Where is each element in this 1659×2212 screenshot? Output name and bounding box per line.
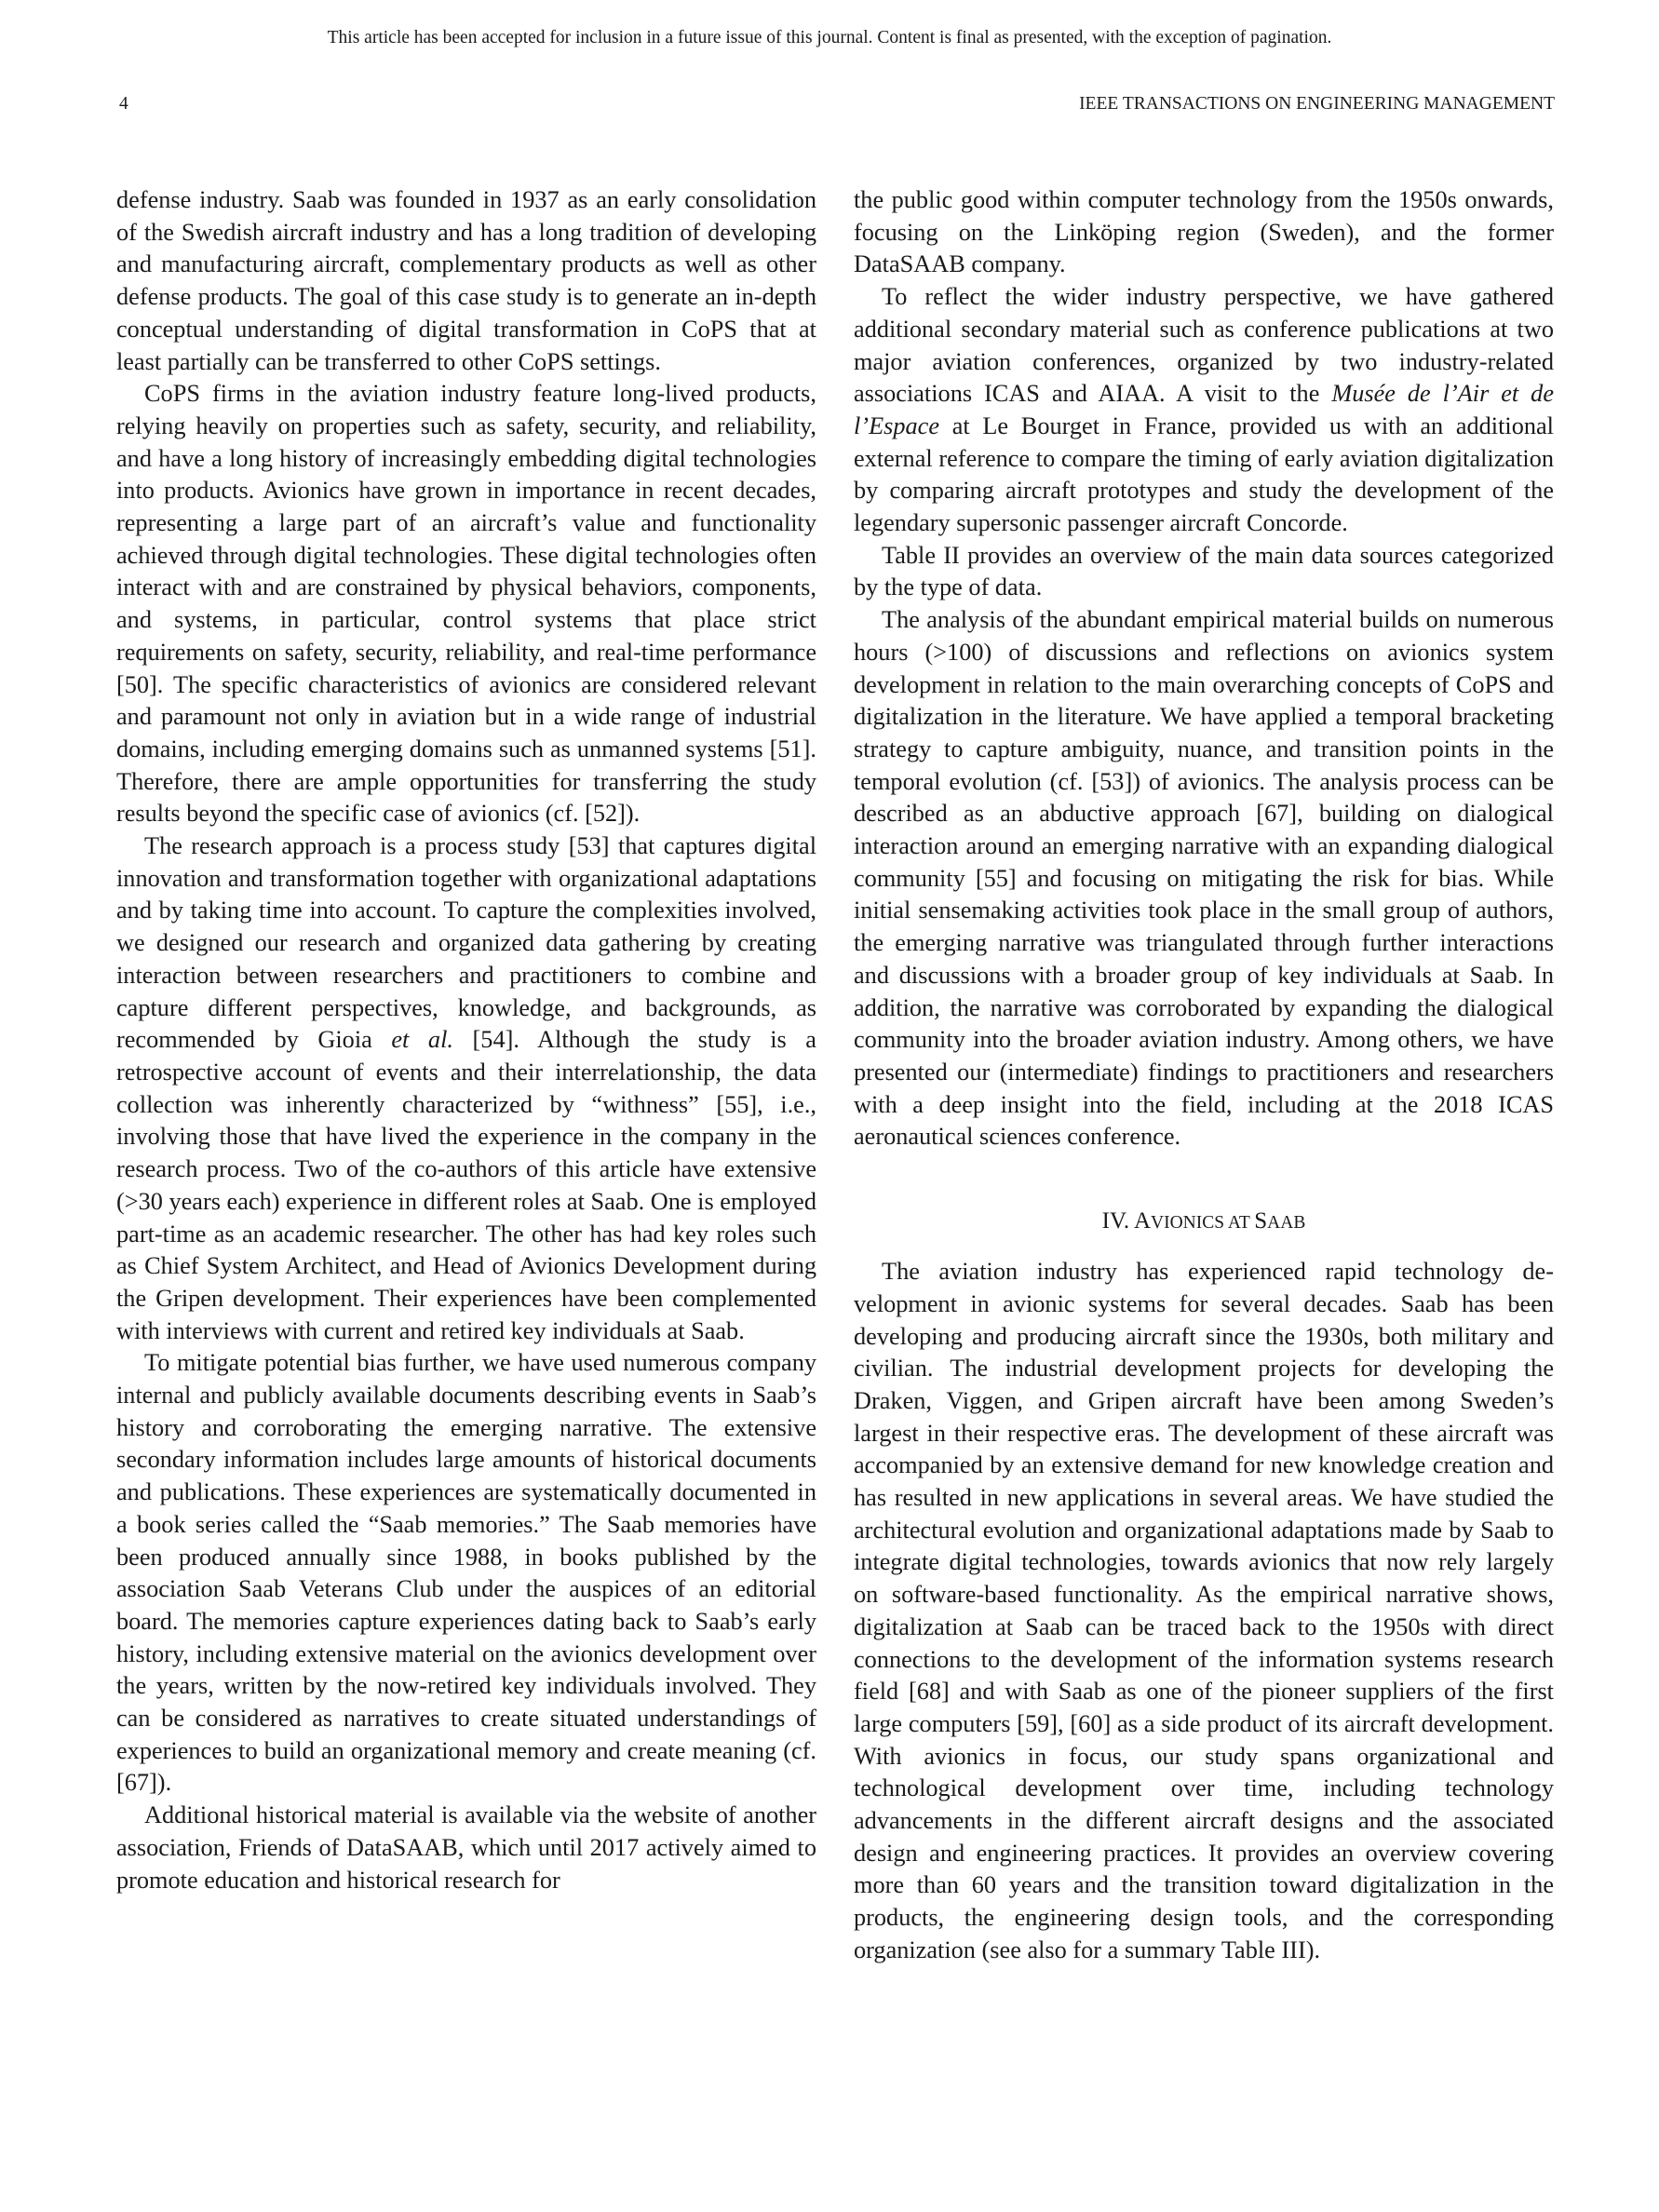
section-heading	[854, 1206, 1554, 1239]
paragraph: To mitigate potential bias further, we have used numerous company internal and publicly available documents describing events in Saab’s history and corroborating the emerging narrative. The extensive secondary information includes large amounts of historical documents and publications. These experiences are systematically documented in a book series called the “Saab memories.” The Saab memories have been produced annually since 1988, in books published by the association Saab Veterans Club under the auspices of an editorial board. The memories capture experiences dating back to Saab’s early history, including extensive material on the avionics development over the years, written by the now-retired key individuals involved. They can be considered as narratives to create situated understandings of experiences to build an organizational memory and create meaning (cf. [67]).	[116, 1349, 816, 1797]
paragraph-text: The research approach is a process study [53] that captures digital innovation and transformation together with organizational adaptations and by taking time into account. To capture the complexities involved, we designed our research and organized data gathering by creating interaction between researchers and practitioners to combine and capture different perspectives, knowledge, and backgrounds, as recommended by Gioia	[116, 832, 816, 1054]
right-column	[854, 184, 1554, 1967]
heading-smallcaps: AAB	[1267, 1213, 1306, 1234]
heading-smallcaps: VIONICS AT	[1151, 1213, 1255, 1234]
paragraph: the public good within computer technology from the 1950s onwards, focusing on the Linköping region (Sweden), and the former DataSAAB company.	[854, 186, 1554, 278]
page-number: 4	[119, 94, 128, 114]
paragraph: Table II provides an overview of the main data sources categorized by the type of data.	[854, 541, 1554, 601]
paragraph-text: at Le Bourget in France, provided us with an additional external reference to compare the timing of early aviation digitalization by comparing aircraft prototypes and study the development of the legendary supersonic passenger aircraft Concorde.	[854, 411, 1554, 537]
section-number: IV.	[1101, 1208, 1130, 1234]
paragraph: The aviation industry has experienced rapid technology development in avionic systems for several decades. Saab has been developing and producing aircraft since the 1930s, both military and civilian. The industrial development projects for developing the Draken, Viggen, and Gripen aircraft have been among Sweden’s largest in their respective eras. The development of these aircraft was accompanied by an extensive demand for new knowledge creation and has resulted in new applications in several areas. We have studied the architectural evolution and organizational adaptations made by Saab to integrate digital technologies, towards avionics that now rely largely on software-based functionality. As the empirical narrative shows, digitalization at Saab can be traced back to the 1950s with direct connections to the development of the information systems research field [68] and with Saab as one of the pioneer suppliers of the first large computers [59], [60] as a side product of its aircraft development. With avionics in focus, our study spans organizational and technological development over time, including technology advancements in the different aircraft designs and the associated design and engineering practices. It provides an overview covering more than 60 years and the transition toward digitalization in the products, the engineering design tools, and the corresponding organization (see also for a summary Table III).	[854, 1258, 1554, 1963]
paragraph: defense industry. Saab was founded in 1937 as an early consolidation of the Swedish aircraft industry and has a long tradition of developing and manufacturing aircraft, complementary products as well as other defense products. The goal of this case study is to generate an in-depth conceptual understanding of digital transformation in CoPS that at least partially can be transferred to other CoPS settings.	[116, 186, 816, 375]
paragraph: Additional historical material is available via the website of another association, Friends of DataSAAB, which until 2017 actively aimed to promote education and historical research for	[116, 1801, 816, 1894]
journal-running-head: IEEE TRANSACTIONS ON ENGINEERING MANAGEMENT	[1079, 94, 1555, 114]
paragraph	[854, 281, 1554, 540]
italic-text: et al.	[391, 1026, 453, 1054]
paragraph: CoPS firms in the aviation industry feature long-lived products, relying heavily on properties such as safety, security, and reliability, and have a long history of increasingly embedding digital technologies into products. Avionics have grown in importance in recent decades, representing a large part of an aircraft’s value and functionality achieved through digital technologies. These digital technologies often interact with and are constrained by physical behaviors, components, and systems, in particular, control systems that place strict requirements on safety, security, reliability, and real-time performance [50]. The specific characteristics of avionics are considered relevant and paramount not only in aviation but in a wide range of industrial domains, including emerging domains such as unmanned systems [51]. Therefore, there are ample opportunities for transferring the study results beyond the specific case of avionics (cf. [52]).	[116, 380, 816, 828]
italic-text: Musée de l’Air et de l’Espace	[854, 380, 1554, 439]
heading-cap: S	[1254, 1208, 1268, 1234]
heading-cap: A	[1133, 1208, 1152, 1234]
paragraph-text: To reflect the wider industry perspective, we have gathered additional secondary material such as conference publications at two major aviation conferences, organized by two industry-related associations ICAS and AIAA. A visit to the	[854, 283, 1554, 408]
paragraph-text: [54]. Although the study is a retrospective account of events and their interrelationship, the data collection was inherently characterized by “withness” [55], i.e., involving those that have lived the experience in the company in the research process. Two of the co-authors of this article have extensive (>30 years each) experience in different roles at Saab. One is employed part-time as an academic researcher. The other has had key roles such as Chief System Architect, and Head of Avionics Development during the Gripen development. Their experiences have been complemented with interviews with current and retired key individuals at Saab.	[116, 1026, 816, 1344]
paragraph: The analysis of the abundant empirical material builds on numerous hours (>100) of discussions and reflections on avionics system development in relation to the main overarching concepts of CoPS and digitalization in the literature. We have applied a temporal bracketing strategy to capture ambiguity, nuance, and transition points in the temporal evolution (cf. [53]) of avionics. The analysis process can be described as an abductive approach [67], building on dialogical interaction around an emerging narrative with an expanding dialogical community [55] and focusing on mitigating the risk for bias. While initial sensemaking activities took place in the small group of authors, the emerging narrative was triangulated through further interactions and discussions with a broader group of key individuals at Saab. In addition, the narrative was corroborated by expanding the dialogical community into the broader aviation industry. Among others, we have presented our (intermediate) findings to practitioners and researchers with a deep insight into the field, including at the 2018 ICAS aeronautical sciences conference.	[854, 606, 1554, 1151]
acceptance-notice: This article has been accepted for inclusion in a future issue of this journal. Content is final as presented, with the exception of pagination.	[327, 28, 1332, 47]
paragraph	[116, 830, 816, 1347]
left-column	[116, 184, 816, 1896]
